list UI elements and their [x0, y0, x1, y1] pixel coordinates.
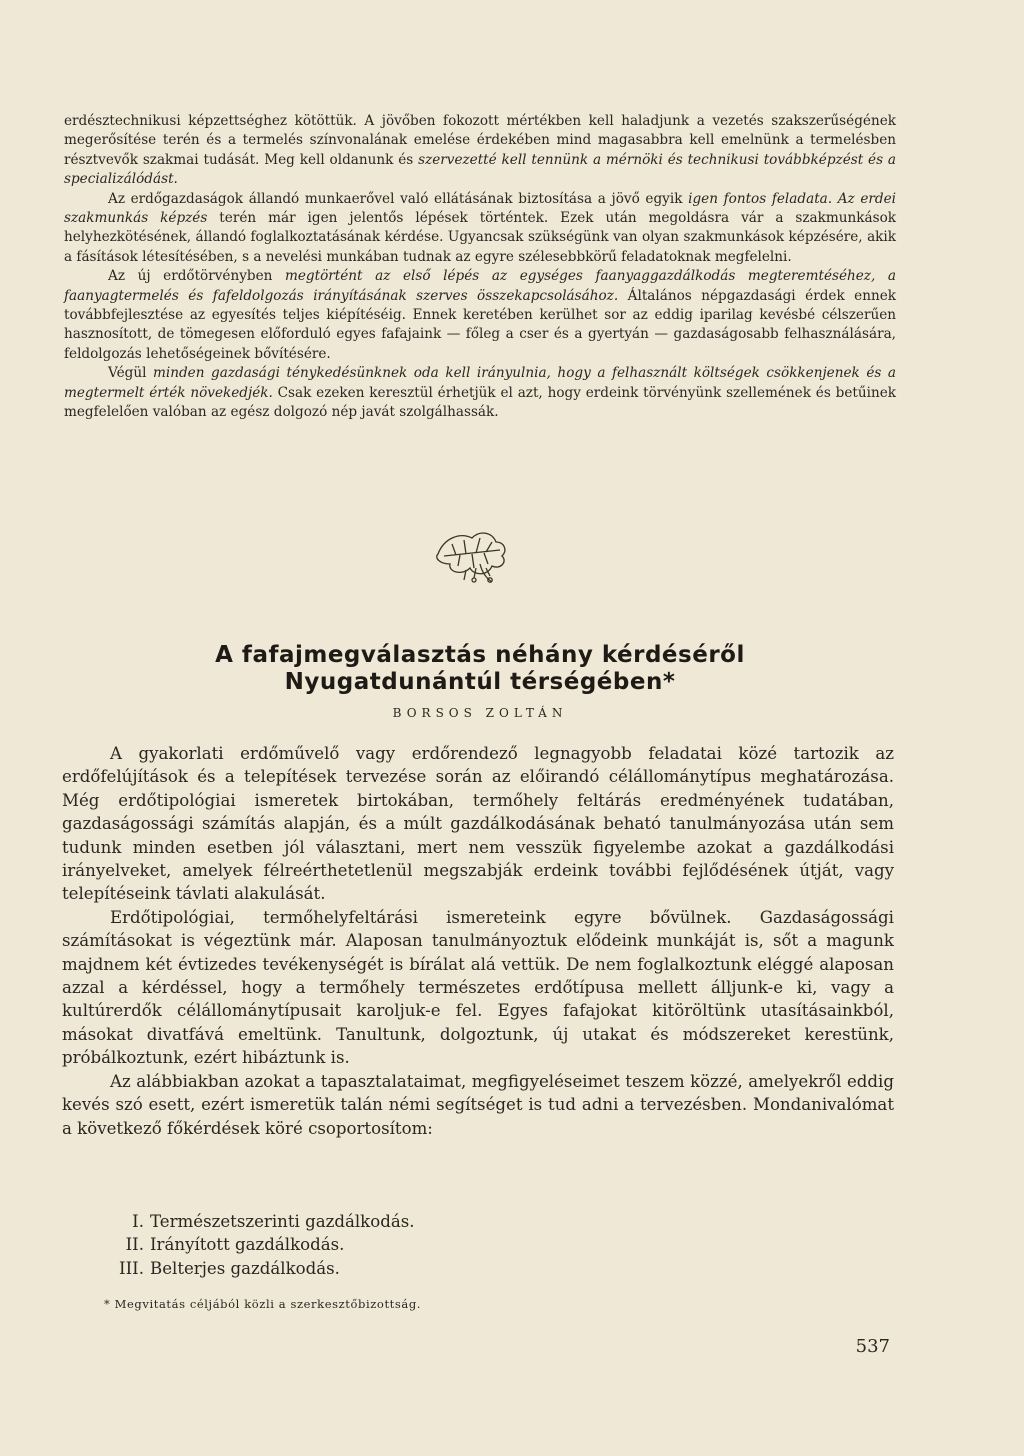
list-item: I. Természetszerinti gazdálkodás. [132, 1212, 415, 1231]
oak-leaf-ornament-icon [430, 524, 514, 584]
list-item: III. Belterjes gazdálkodás. [119, 1258, 340, 1278]
article-body [62, 742, 894, 1140]
paragraph-4: Végül minden gazdasági ténykedésünknek oda kell irányulnia, hogy a felhasznált költségek csökkenjenek és a megtermelt érték növekedjék. Csak ezeken keresztül érhetjük el azt, hogy erdeink törvényünk szellemének és betűinek megfelelően valóban az egész dolgozó nép javát szolgálhassák. [64, 365, 896, 421]
footnote: * Megvitatás céljából közli a szerkesztőbizottság. [104, 1297, 422, 1311]
paragraph-1: erdésztechnikusi képzettséghez kötöttük. A jövőben fokozott mértékben kell haladjunk a vezetés szakszerűségének megerősítése terén és a termelés színvonalának emelése érdekében mind magasabbra kell emelnünk a termelésben résztvevők szakmai tudását. Meg kell oldanunk és szervezetté kell tennünk a mérnöki és technikusi továbbképzést és a specializálódást. [64, 113, 896, 188]
paragraph-2: Az erdőgazdaságok állandó munkaerővel való ellátásának biztosítása a jövő egyik igen fontos feladata. Az erdei szakmunkás képzés terén már igen jelentős lépések történtek. Ezek után megoldásra vár a szakmunkások helyhezkötésének, állandó foglalkoztatásának kérdése. Ugyancsak szükségünk van olyan szakmunkások képzésére, akik a fásítások létesítésében, s a nevelési munkában tudnak az egyre szélesebbkörű feladatoknak megfelelni. [64, 190, 897, 265]
page-number: 537 [855, 1336, 890, 1357]
article-title-line-2: Nyugatdunántúl térségében* [284, 669, 676, 695]
topic-list [100, 1210, 600, 1280]
article-author: BORSOS ZOLTÁN [392, 706, 568, 720]
article-title [80, 642, 880, 696]
article-paragraph-1: A gyakorlati erdőművelő vagy erdőrendező legnagyobb feladatai közé tartozik az erdőfelújítások és a telepítések tervezése során az előirandó célállománytípus meghatározása. Még erdőtipológiai ismeretek birtokában, termőhely feltárás eredményének tudatában, gazdaságossági számítás alapján, és a múlt gazdálkodásának beható tanulmányozása után sem tudunk minden esetben jól választani, mert nem vesszük figyelembe azokat a gazdálkodási irányelveket, amelyek félreérthetetlenül megszabják erdeink további fejlődésének útját, vagy telepítéseink távlati alakulását. [62, 744, 894, 904]
previous-article-text [64, 112, 896, 423]
article-paragraph-2: Erdőtipológiai, termőhelyfeltárási ismereteink egyre bővülnek. Gazdaságossági számításokat is végeztünk már. Alaposan tanulmányoztuk elődeink munkáját is, sőt a magunk majdnem két évtizedes tevékenységét is bírálat alá vettük. De nem foglalkoztunk eléggé alaposan azzal a kérdéssel, hogy a termőhely természetes erdőtípusa mellett álljunk-e ki, vagy a kultúrerdők célállománytípusait karoljuk-e fel. Egyes fafajokat kitöröltünk utasításainkból, másokat divatfává emeltünk. Tanultunk, dolgoztunk, új utakat és módszereket kerestünk, próbálkoztunk, ezért hibáztunk is. [62, 907, 894, 1068]
list-item: II. Irányított gazdálkodás. [125, 1235, 345, 1255]
article-title-line-1: A fafajmegválasztás néhány kérdéséről [215, 642, 745, 668]
article-paragraph-3: Az alábbiakban azokat a tapasztalataimat, megfigyeléseimet teszem közzé, amelyekről eddig kevés szó esett, ezért ismeretük talán némi segítséget is tud adni a tervezésben. Mondanivalómat a következő főkérdések köré csoportosítom: [62, 1071, 894, 1138]
paragraph-3: Az új erdőtörvényben megtörtént az első lépés az egységes faanyaggazdálkodás megteremtéséhez, a faanyagtermelés és fafeldolgozás irányításának szerves összekapcsolásához. Általános népgazdasági érdek ennek továbbfejlesztése az egyesítés teljes kiépítéséig. Ennek keretében kerülhet sor az eddig iparilag kevésbé célszerűen hasznosított, de tömegesen előforduló egyes fafajaink — főleg a cser és a gyertyán — gazdaságosabb felhasználására, feldolgozás lehetőségeinek bővítésére. [64, 268, 897, 362]
